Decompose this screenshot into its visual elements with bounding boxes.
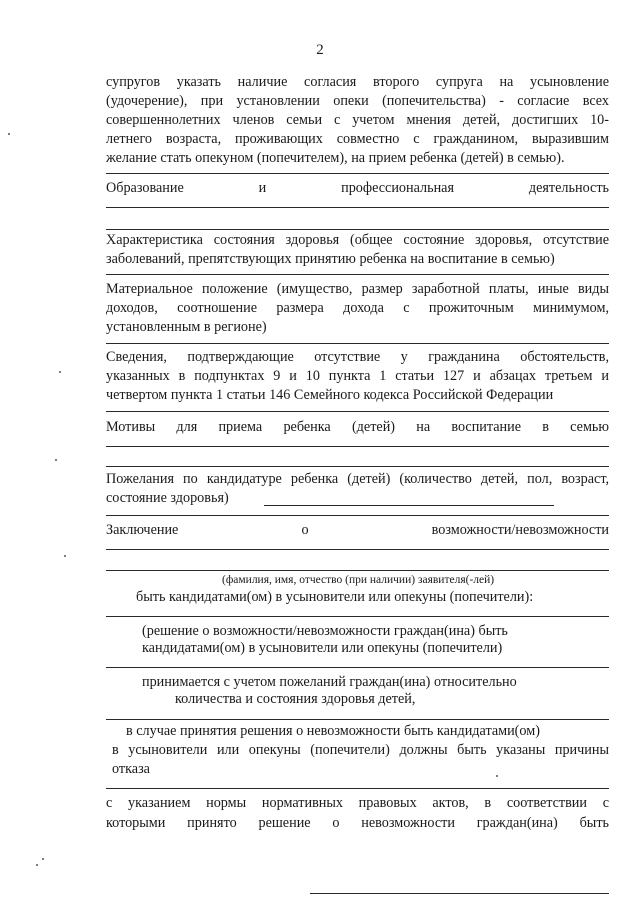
text-line: в случае принятия решения о невозможности быть кандидатами(ом): [126, 723, 540, 739]
fill-line: [106, 788, 609, 789]
caption-decision: (решение о возможности/невозможности граждан(ина) быть: [142, 623, 508, 639]
caption-decision: принимается с учетом пожеланий граждан(ина) относительно: [142, 674, 517, 690]
fill-line: [106, 411, 609, 412]
text-line: желание стать опекуном (попечителем), на прием ребенка (детей) в семью).: [106, 150, 565, 166]
page-number: 2: [316, 42, 324, 58]
fill-line: [106, 446, 609, 447]
text-line: доходов, соотношение размера дохода с прожиточным минимумом,: [106, 300, 609, 316]
field-label-conclusion: Заключение о возможности/невозможности: [106, 522, 609, 538]
fill-line: [264, 505, 554, 506]
caption-decision: количества и состояния здоровья детей,: [175, 691, 416, 707]
text-line: состояние здоровья): [106, 490, 229, 506]
fill-line: [106, 719, 609, 720]
text-line: в усыновители или опекуны (попечители) должны быть указаны причины: [112, 742, 609, 758]
text-line: установленным в регионе): [106, 319, 267, 335]
text-line: с указанием нормы нормативных правовых актов, в соответствии с: [106, 795, 609, 811]
text-line: заболеваний, препятствующих принятию ребенка на воспитание в семью): [106, 251, 555, 267]
text-line: (удочерение), при установлении опеки (попечительства) - согласие всех: [106, 93, 609, 109]
fill-line: [310, 893, 609, 894]
text-line: указанных в подпунктах 9 и 10 пункта 1 статьи 127 и абзацах третьем и: [106, 368, 609, 384]
fill-line: [106, 549, 609, 550]
text-line: совершеннолетних членов семьи с учетом мнения детей, достигших 10-: [106, 112, 609, 128]
fill-line: [106, 570, 609, 571]
text-line: быть кандидатами(ом) в усыновители или опекуны (попечители):: [136, 589, 534, 605]
scan-speck: [64, 555, 66, 557]
text-line: летнего возраста, проживающих совместно с гражданином, выразившим: [106, 131, 609, 147]
scan-speck: [59, 371, 61, 373]
fill-line: [106, 173, 609, 174]
field-label-material: Материальное положение (имущество, размер заработной платы, иные виды: [106, 281, 609, 297]
text-line: четвертом пункта 1 статьи 146 Семейного кодекса Российской Федерации: [106, 387, 554, 403]
scan-speck: [55, 459, 57, 461]
caption-decision: кандидатами(ом) в усыновители или опекуны (попечители): [142, 640, 503, 656]
scan-speck: [36, 864, 38, 866]
field-label-information: Сведения, подтверждающие отсутствие у гражданина обстоятельств,: [106, 349, 609, 365]
fill-line: [106, 515, 609, 516]
fill-line: [106, 343, 609, 344]
field-label-health: Характеристика состояния здоровья (общее состояние здоровья, отсутствие: [106, 232, 609, 248]
field-label-education: Образование и профессиональная деятельность: [106, 180, 609, 196]
fill-line: [106, 274, 609, 275]
scan-speck: [496, 775, 498, 777]
text-line: которыми принято решение о невозможности граждан(ина) быть: [106, 815, 609, 831]
text-line: отказа: [112, 761, 150, 777]
fill-line: [106, 229, 609, 230]
scan-speck: [42, 858, 44, 860]
field-label-motives: Мотивы для приема ребенка (детей) на воспитание в семью: [106, 419, 609, 435]
caption-applicant-name: (фамилия, имя, отчество (при наличии) заявителя(-лей): [222, 574, 495, 586]
text-line: супругов указать наличие согласия второго супруга на усыновление: [106, 74, 609, 90]
fill-line: [106, 616, 609, 617]
field-label-wishes: Пожелания по кандидатуре ребенка (детей) (количество детей, пол, возраст,: [106, 471, 609, 487]
fill-line: [106, 667, 609, 668]
scan-speck: [8, 133, 10, 135]
fill-line: [106, 207, 609, 208]
fill-line: [106, 466, 609, 467]
